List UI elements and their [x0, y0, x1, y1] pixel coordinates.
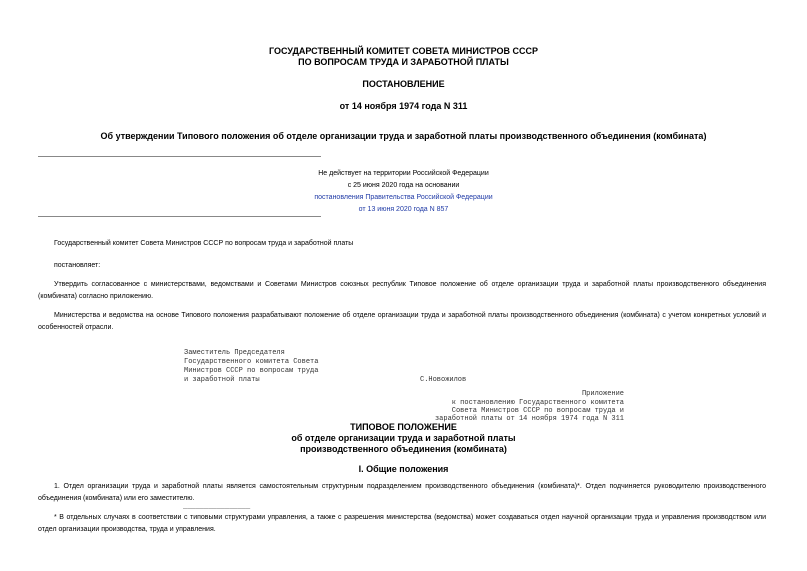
regulation-subtitle-1: об отделе организации труда и заработной платы [291, 433, 516, 443]
appendix-line4: заработной платы от 14 ноября 1974 года N 311 [434, 415, 624, 423]
regulation-subtitle-2: производственного объединения (комбината) [300, 444, 507, 454]
repeal-decree-link[interactable]: постановления Правительства Российской Федерации [314, 194, 493, 201]
regulation-title: ТИПОВОЕ ПОЛОЖЕНИЕ [350, 422, 457, 432]
signatory-name: С.Новожилов [420, 376, 467, 384]
document-date: от 14 ноября 1974 года N 311 [339, 101, 468, 111]
document-title: Об утверждении Типового положения об отделе организации труда и заработной платы производственного объединения (комбината) [100, 131, 707, 141]
paragraph-ministries: Министерства и ведомства на основе Типового положения разрабатывают положение об отделе организации труда и заработной платы производственного объединения (комбината) с учетом конкретных условий и особенностей отрасли. [38, 312, 766, 331]
signature-line3: Министров СССР по вопросам труда [184, 367, 319, 375]
item-1: 1. Отдел организации труда и заработной платы является самостоятельным структурным подразделением производственного объединения (комбината)*. Отдел подчиняется руководителю производственного объединения (комбината) или его заместителю. [38, 483, 766, 502]
divider-top [38, 156, 321, 157]
repeal-decree-date-link[interactable]: от 13 июня 2020 года N 857 [358, 206, 449, 213]
appendix-line2: к постановлению Государственного комитета [451, 399, 624, 407]
status-notice-line1: Не действует на территории Российской Федерации [318, 170, 489, 177]
committee-name-line1: ГОСУДАРСТВЕННЫЙ КОМИТЕТ СОВЕТА МИНИСТРОВ СССР [268, 46, 538, 56]
signature-line4: и заработной платы [184, 376, 260, 384]
footnote-separator: ________________ [183, 503, 251, 511]
signature-line2: Государственного комитета Совета [184, 358, 319, 366]
section-heading-general: I. Общие положения [358, 464, 449, 474]
appendix-line3: Совета Министров СССР по вопросам труда и [451, 407, 624, 415]
signature-line1: Заместитель Председателя [184, 349, 285, 357]
status-notice-line2: с 25 июня 2020 года на основании [347, 182, 460, 189]
divider-bottom [38, 216, 321, 217]
document-type: ПОСТАНОВЛЕНИЕ [362, 79, 445, 89]
paragraph-resolves: постановляет: [54, 262, 101, 269]
footnote: * В отдельных случаях в соответствии с типовыми структурами управления, а также с разрешения министерства (ведомства) может создаваться отдел научной организации труда и управления производством или отдел организации производства, труда и управления. [38, 514, 766, 533]
paragraph-approve: Утвердить согласованное с министерствами, ведомствами и Советами Министров союзных республик Типовое положение об отделе организации труда и заработной платы производственного объединения (комбината) согласно приложению. [38, 281, 766, 300]
committee-name-line2: ПО ВОПРОСАМ ТРУДА И ЗАРАБОТНОЙ ПЛАТЫ [298, 57, 509, 67]
paragraph-committee: Государственный комитет Совета Министров СССР по вопросам труда и заработной платы [54, 240, 354, 247]
appendix-line1: Приложение [581, 390, 624, 398]
